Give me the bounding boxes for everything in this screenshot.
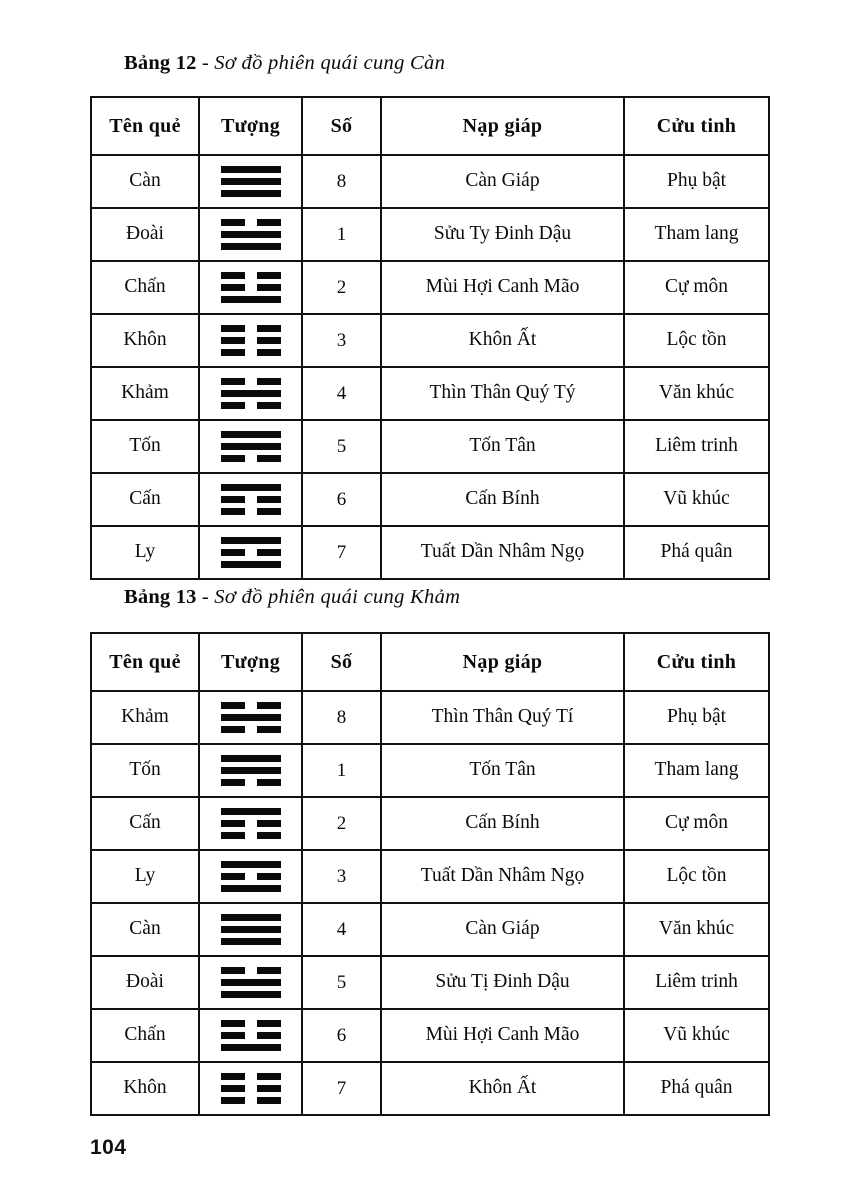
- cell-so: 2: [302, 797, 381, 850]
- table-12-caption-separator: -: [196, 52, 215, 74]
- cell-cuu-tinh: Lộc tồn: [624, 314, 769, 367]
- column-header-tuong: Tượng: [199, 97, 302, 155]
- cell-ten-que: Tốn: [91, 420, 199, 473]
- trigram-line-2-yang: [221, 443, 281, 450]
- trigram-line-3-yin: [221, 779, 281, 786]
- trigram-line-2-yang: [221, 767, 281, 774]
- trigram-line-3-yin: [221, 455, 281, 462]
- cell-ten-que: Chấn: [91, 261, 199, 314]
- table-13-caption-label: Bảng 13: [124, 586, 197, 608]
- trigram-line-3-yang: [221, 243, 281, 250]
- cell-tuong: [199, 155, 302, 208]
- trigram-line-3-yang: [221, 190, 281, 197]
- chan-trigram: [200, 1010, 301, 1061]
- trigram-line-2-yin: [221, 549, 281, 556]
- cell-cuu-tinh: Liêm trinh: [624, 956, 769, 1009]
- table-row: [91, 314, 769, 367]
- trigram-line-3-yin: [221, 1097, 281, 1104]
- cell-ten-que: Chấn: [91, 1009, 199, 1062]
- column-header-cuu-tinh: Cửu tinh: [624, 633, 769, 691]
- cell-cuu-tinh: Văn khúc: [624, 367, 769, 420]
- trigram-line-1-yin: [221, 1020, 281, 1027]
- trigram-line-1-yin: [221, 967, 281, 974]
- cell-ten-que: Ly: [91, 850, 199, 903]
- can2-trigram: [200, 474, 301, 525]
- cell-so: 7: [302, 1062, 381, 1115]
- table-row: [91, 208, 769, 261]
- cell-ten-que: Cấn: [91, 473, 199, 526]
- cell-nap-giap: Tuất Dần Nhâm Ngọ: [381, 526, 624, 579]
- cell-cuu-tinh: Phụ bật: [624, 691, 769, 744]
- cell-tuong: [199, 367, 302, 420]
- trigram-line-2-yin: [221, 496, 281, 503]
- column-header-ten-que: Tên quẻ: [91, 633, 199, 691]
- cell-so: 8: [302, 155, 381, 208]
- cell-so: 3: [302, 850, 381, 903]
- ton-trigram: [200, 745, 301, 796]
- cell-so: 2: [302, 261, 381, 314]
- table-row: [91, 797, 769, 850]
- cell-cuu-tinh: Cự môn: [624, 261, 769, 314]
- trigram-line-1-yin: [221, 378, 281, 385]
- column-header-nap-giap: Nạp giáp: [381, 97, 624, 155]
- trigram-line-3-yang: [221, 1044, 281, 1051]
- cell-tuong: [199, 956, 302, 1009]
- cell-ten-que: Càn: [91, 903, 199, 956]
- cell-so: 7: [302, 526, 381, 579]
- cell-so: 4: [302, 367, 381, 420]
- trigram-line-3-yin: [221, 832, 281, 839]
- trigram-line-2-yin: [221, 284, 281, 291]
- cell-ten-que: Đoài: [91, 956, 199, 1009]
- page-number: 104: [90, 1136, 127, 1159]
- cell-so: 4: [302, 903, 381, 956]
- cell-so: 6: [302, 473, 381, 526]
- cell-cuu-tinh: Vũ khúc: [624, 473, 769, 526]
- cell-so: 6: [302, 1009, 381, 1062]
- cell-nap-giap: Thìn Thân Quý Tý: [381, 367, 624, 420]
- cell-nap-giap: Mùi Hợi Canh Mão: [381, 1009, 624, 1062]
- cell-ten-que: Đoài: [91, 208, 199, 261]
- trigram-line-2-yin: [221, 873, 281, 880]
- cell-tuong: [199, 903, 302, 956]
- cell-cuu-tinh: Phá quân: [624, 1062, 769, 1115]
- trigram-line-2-yang: [221, 178, 281, 185]
- trigram-line-1-yang: [221, 166, 281, 173]
- cell-ten-que: Tốn: [91, 744, 199, 797]
- cell-nap-giap: Khôn Ất: [381, 314, 624, 367]
- trigram-line-3-yang: [221, 991, 281, 998]
- ly-trigram: [200, 851, 301, 902]
- trigram-line-1-yin: [221, 219, 281, 226]
- cell-cuu-tinh: Văn khúc: [624, 903, 769, 956]
- cell-nap-giap: Càn Giáp: [381, 155, 624, 208]
- trigram-line-1-yang: [221, 537, 281, 544]
- table-row: [91, 473, 769, 526]
- cell-tuong: [199, 314, 302, 367]
- trigram-line-1-yang: [221, 808, 281, 815]
- cell-ten-que: Khảm: [91, 367, 199, 420]
- table-row: [91, 691, 769, 744]
- cell-nap-giap: Tốn Tân: [381, 420, 624, 473]
- can-trigram: [200, 904, 301, 955]
- table-13-caption-separator: -: [196, 586, 215, 608]
- cell-tuong: [199, 691, 302, 744]
- cell-tuong: [199, 797, 302, 850]
- trigram-line-1-yin: [221, 702, 281, 709]
- cell-so: 3: [302, 314, 381, 367]
- trigram-line-3-yin: [221, 508, 281, 515]
- trigram-line-3-yang: [221, 561, 281, 568]
- ly-trigram: [200, 527, 301, 578]
- cell-nap-giap: Tuất Dần Nhâm Ngọ: [381, 850, 624, 903]
- column-header-cuu-tinh: Cửu tinh: [624, 97, 769, 155]
- cell-nap-giap: Cấn Bính: [381, 797, 624, 850]
- cell-nap-giap: Sửu Tị Đinh Dậu: [381, 956, 624, 1009]
- table-12-caption-title: Sơ đồ phiên quái cung Càn: [214, 52, 446, 74]
- cell-tuong: [199, 420, 302, 473]
- ton-trigram: [200, 421, 301, 472]
- cell-nap-giap: Thìn Thân Quý Tí: [381, 691, 624, 744]
- trigram-line-1-yin: [221, 272, 281, 279]
- cell-so: 1: [302, 208, 381, 261]
- trigram-line-2-yang: [221, 231, 281, 238]
- cell-tuong: [199, 208, 302, 261]
- cell-so: 8: [302, 691, 381, 744]
- kham-trigram: [200, 368, 301, 419]
- trigram-line-1-yang: [221, 755, 281, 762]
- trigram-line-2-yin: [221, 1085, 281, 1092]
- table-row: [91, 261, 769, 314]
- trigram-line-2-yang: [221, 714, 281, 721]
- cell-so: 5: [302, 956, 381, 1009]
- cell-so: 5: [302, 420, 381, 473]
- cell-nap-giap: Sửu Ty Đinh Dậu: [381, 208, 624, 261]
- cell-cuu-tinh: Tham lang: [624, 744, 769, 797]
- cell-cuu-tinh: Phụ bật: [624, 155, 769, 208]
- trigram-line-2-yang: [221, 979, 281, 986]
- table-header-row: [91, 97, 769, 155]
- table-12-caption-label: Bảng 12: [124, 52, 197, 74]
- cell-nap-giap: Cấn Bính: [381, 473, 624, 526]
- table-row: [91, 155, 769, 208]
- khon-trigram: [200, 1063, 301, 1114]
- table-12-caption: [124, 52, 445, 75]
- trigram-line-3-yang: [221, 938, 281, 945]
- column-header-ten-que: Tên quẻ: [91, 97, 199, 155]
- table-13: [90, 632, 770, 1116]
- can-trigram: [200, 156, 301, 207]
- cell-tuong: [199, 473, 302, 526]
- cell-cuu-tinh: Lộc tồn: [624, 850, 769, 903]
- table-12-body: [91, 155, 769, 579]
- table-row: [91, 420, 769, 473]
- cell-cuu-tinh: Tham lang: [624, 208, 769, 261]
- cell-cuu-tinh: Cự môn: [624, 797, 769, 850]
- cell-ten-que: Khảm: [91, 691, 199, 744]
- trigram-line-2-yang: [221, 926, 281, 933]
- table-row: [91, 1009, 769, 1062]
- column-header-tuong: Tượng: [199, 633, 302, 691]
- trigram-line-3-yin: [221, 349, 281, 356]
- column-header-so: Số: [302, 633, 381, 691]
- chan-trigram: [200, 262, 301, 313]
- doai-trigram: [200, 957, 301, 1008]
- table-header-row: [91, 633, 769, 691]
- cell-nap-giap: Khôn Ất: [381, 1062, 624, 1115]
- table-13-caption: [124, 586, 460, 609]
- cell-ten-que: Khôn: [91, 1062, 199, 1115]
- table-row: [91, 956, 769, 1009]
- trigram-line-3-yang: [221, 296, 281, 303]
- trigram-line-1-yang: [221, 861, 281, 868]
- table-13-body: [91, 691, 769, 1115]
- trigram-line-2-yin: [221, 820, 281, 827]
- kham-trigram: [200, 692, 301, 743]
- doai-trigram: [200, 209, 301, 260]
- table-row: [91, 1062, 769, 1115]
- cell-tuong: [199, 1062, 302, 1115]
- trigram-line-3-yin: [221, 402, 281, 409]
- can2-trigram: [200, 798, 301, 849]
- cell-nap-giap: Mùi Hợi Canh Mão: [381, 261, 624, 314]
- trigram-line-1-yang: [221, 914, 281, 921]
- cell-cuu-tinh: Vũ khúc: [624, 1009, 769, 1062]
- cell-so: 1: [302, 744, 381, 797]
- trigram-line-2-yin: [221, 337, 281, 344]
- table-row: [91, 367, 769, 420]
- column-header-so: Số: [302, 97, 381, 155]
- table-13-header: [91, 633, 769, 691]
- cell-tuong: [199, 850, 302, 903]
- cell-cuu-tinh: Liêm trinh: [624, 420, 769, 473]
- table-12: [90, 96, 770, 580]
- cell-tuong: [199, 1009, 302, 1062]
- cell-ten-que: Khôn: [91, 314, 199, 367]
- table-13-caption-title: Sơ đồ phiên quái cung Khảm: [214, 586, 461, 608]
- trigram-line-2-yin: [221, 1032, 281, 1039]
- table-12-header: [91, 97, 769, 155]
- trigram-line-3-yin: [221, 726, 281, 733]
- cell-ten-que: Cấn: [91, 797, 199, 850]
- cell-ten-que: Ly: [91, 526, 199, 579]
- cell-nap-giap: Tốn Tân: [381, 744, 624, 797]
- cell-nap-giap: Càn Giáp: [381, 903, 624, 956]
- trigram-line-1-yang: [221, 484, 281, 491]
- table-row: [91, 526, 769, 579]
- cell-cuu-tinh: Phá quân: [624, 526, 769, 579]
- trigram-line-3-yang: [221, 885, 281, 892]
- trigram-line-1-yin: [221, 325, 281, 332]
- trigram-line-2-yang: [221, 390, 281, 397]
- table-row: [91, 850, 769, 903]
- table-row: [91, 744, 769, 797]
- trigram-line-1-yin: [221, 1073, 281, 1080]
- cell-tuong: [199, 261, 302, 314]
- table-row: [91, 903, 769, 956]
- column-header-nap-giap: Nạp giáp: [381, 633, 624, 691]
- cell-tuong: [199, 744, 302, 797]
- cell-tuong: [199, 526, 302, 579]
- cell-ten-que: Càn: [91, 155, 199, 208]
- khon-trigram: [200, 315, 301, 366]
- trigram-line-1-yang: [221, 431, 281, 438]
